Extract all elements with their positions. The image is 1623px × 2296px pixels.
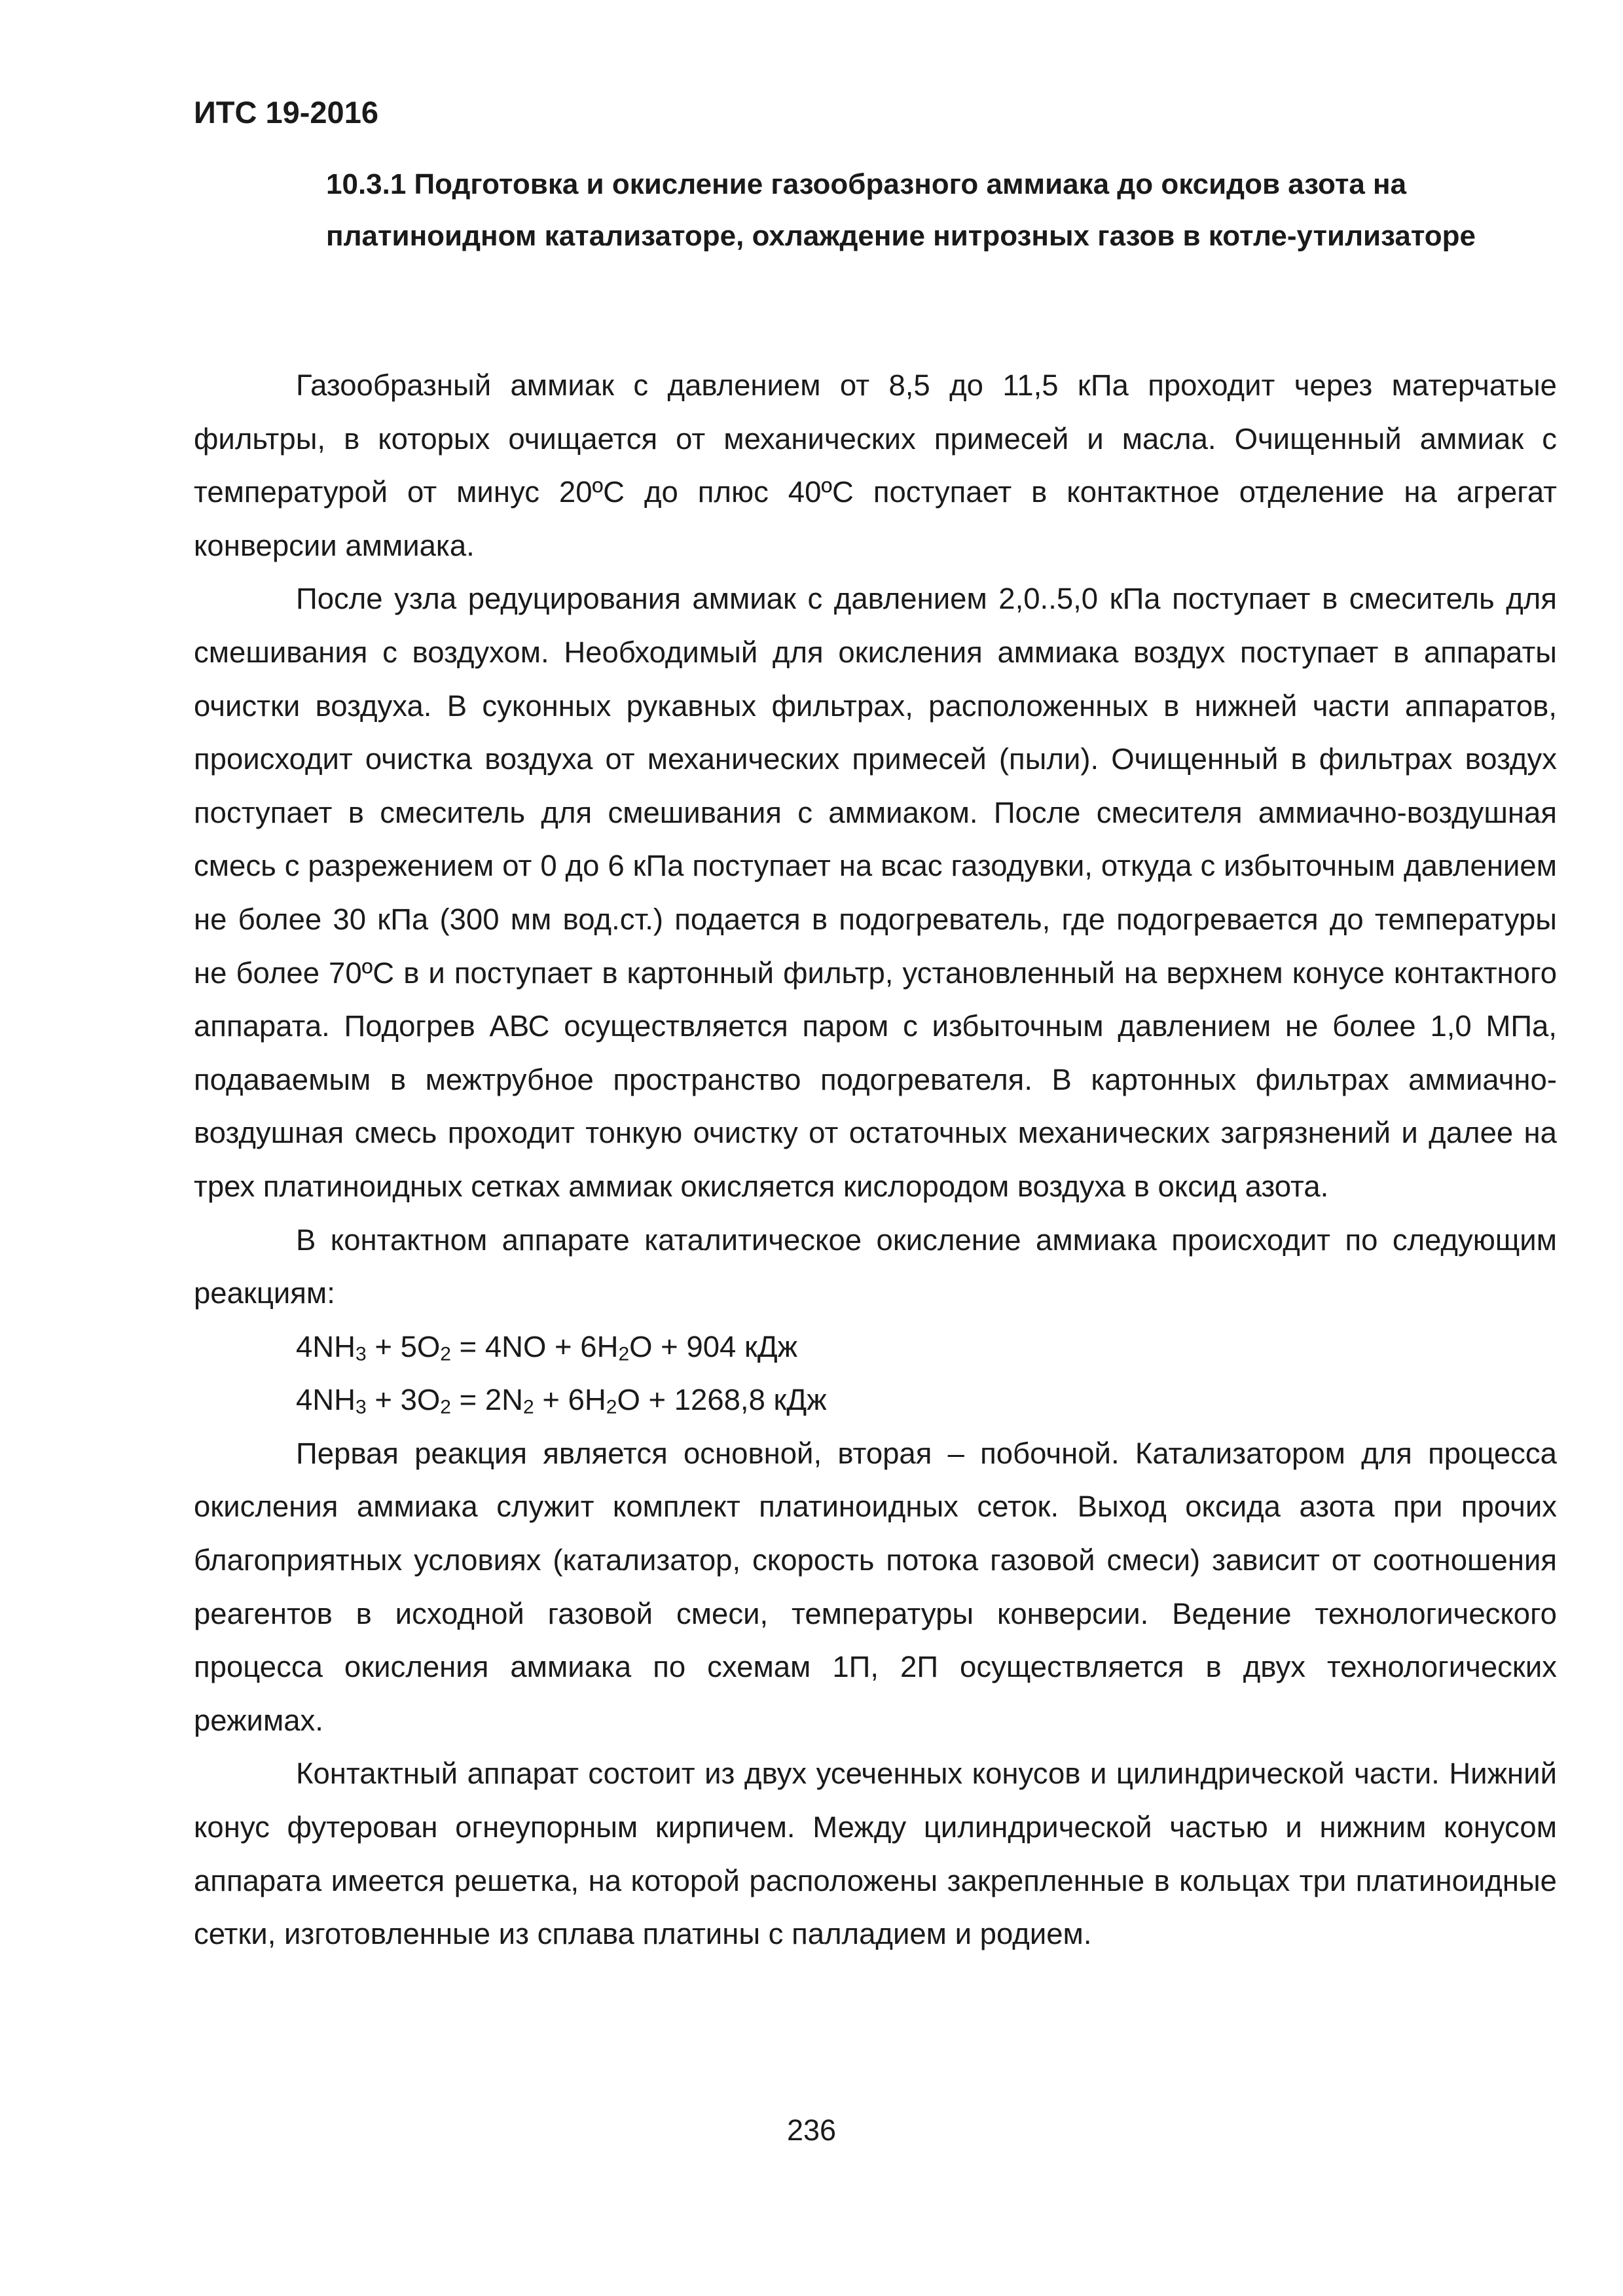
formula-subscript: 2 — [440, 1343, 451, 1365]
paragraph-reactions-intro: В контактном аппарате каталитическое окисление аммиака происходит по следующим реакциям: — [194, 1223, 1557, 1310]
formula-subscript: 2 — [618, 1343, 630, 1365]
formula-part: + 3O — [366, 1383, 441, 1417]
paragraph-catalyst: Первая реакция является основной, вторая – побочной. Катализатором для процесса окисления аммиака служит комплект платиноидных сеток. Выход оксида азота при прочих благоприятных условиях (катализатор, скорость потока газовой смеси) зависит от соотношения реагентов в исходной газовой смеси, температуры конверсии. Ведение технологического процесса окисления аммиака по схемам 1П, 2П осуществляется в двух технологических режимах. — [194, 1436, 1557, 1737]
paragraph-air-mixing: После узла редуцирования аммиак с давлением 2,0..5,0 кПа поступает в смеситель для смешивания с воздухом. Необходимый для окисления аммиака воздух поступает в аппараты очистки воздуха. В суконных рукавных фильтрах, расположенных в нижней части аппаратов, происходит очистка воздуха от механических примесей (пыли). Очищенный в фильтрах воздух поступает в смеситель для смешивания с аммиаком. После смесителя аммиачно-воздушная смесь с разрежением от 0 до 6 кПа поступает на всас газодувки, откуда с избыточным давлением не более 30 кПа (300 мм вод.ст.) подается в подогреватель, где подогревается до температуры не более 70ºС в и поступает в картонный фильтр, установленный на верхнем конусе контактного аппарата. Подогрев АВС осуществляется паром с избыточным давлением не более 1,0 МПа, подаваемым в межтрубное пространство подогревателя. В картонных фильтрах аммиачно-воздушная смесь проходит тонкую очистку от остаточных механических загрязнений и далее на трех платиноидных сетках аммиак окисляется кислородом воздуха в оксид азота. — [194, 582, 1557, 1203]
paragraph-contact-apparatus: Контактный аппарат состоит из двух усеченных конусов и цилиндрической части. Нижний конус футерован огнеупорным кирпичем. Между цилиндрической частью и нижним конусом аппарата имеется решетка, на которой расположены закрепленные в кольцах три платиноидные сетки, изготовленные из сплава платины с палладием и родием. — [194, 1757, 1557, 1951]
paragraph-ammonia-filtration: Газообразный аммиак с давлением от 8,5 до 11,5 кПа проходит через матерчатые фильтры, в которых очищается от механических примесей и масла. Очищенный аммиак с температурой от минус 20ºС до плюс 40ºС поступает в контактное отделение на агрегат конверсии аммиака. — [194, 368, 1557, 562]
formula-part: + 6H — [534, 1383, 606, 1417]
formula-part: 4NH — [296, 1329, 356, 1363]
page-number: 236 — [786, 2113, 837, 2147]
formula-subscript: 2 — [606, 1396, 617, 1418]
formula-subscript: 3 — [356, 1343, 367, 1365]
formula-part: O + 1268,8 кДж — [617, 1383, 827, 1417]
formula-part: 4NH — [296, 1383, 356, 1417]
reaction-equation-1 — [194, 1320, 1557, 1374]
reaction-equation-2 — [194, 1373, 1557, 1427]
formula-subscript: 3 — [356, 1396, 367, 1418]
formula-subscript: 2 — [440, 1396, 451, 1418]
formula-subscript: 2 — [523, 1396, 534, 1418]
formula-part: O + 904 кДж — [629, 1329, 798, 1363]
section-heading: 10.3.1 Подготовка и окисление газообразного аммиака до оксидов азота на платиноидном катализаторе, охлаждение нитрозных газов в котле-утилизаторе — [326, 168, 1476, 252]
formula-part: + 5O — [366, 1329, 441, 1363]
formula-part: = 4NO + 6H — [451, 1329, 619, 1363]
formula-part: = 2N — [451, 1383, 524, 1417]
document-code: ИТС 19-2016 — [194, 95, 378, 130]
body-text — [194, 359, 1557, 1961]
